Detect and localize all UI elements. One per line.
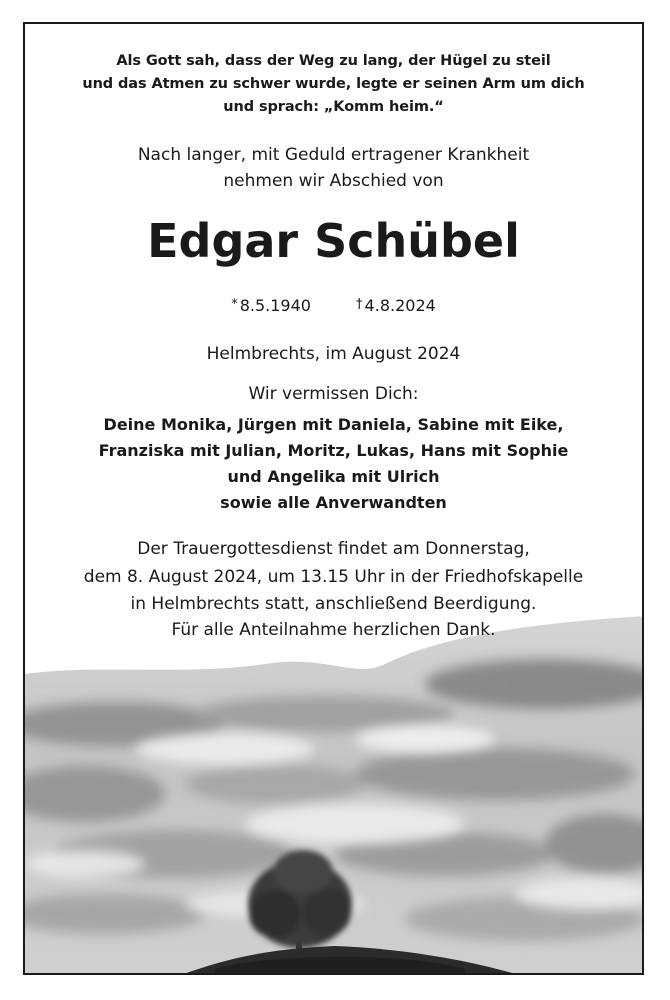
obituary-frame	[23, 22, 644, 975]
service-line: in Helmbrechts statt, anschließend Beerdigung.	[130, 594, 537, 614]
family-line: Franziska mit Julian, Moritz, Lukas, Hans mit Sophie	[98, 441, 569, 460]
service-block	[25, 536, 642, 619]
service-line: dem 8. August 2024, um 13.15 Uhr in der Friedhofskapelle	[83, 566, 584, 587]
family-block	[25, 412, 642, 516]
poem-line: und sprach: „Komm heim.“	[223, 99, 444, 115]
sky-area	[25, 604, 644, 975]
intro-line: nehmen wir Abschied von	[223, 171, 444, 191]
family-line: und Angelika mit Ulrich	[227, 467, 440, 486]
poem-line: Als Gott sah, dass der Weg zu lang, der Hügel zu steil	[116, 53, 551, 69]
death-cross-icon: †	[356, 297, 363, 312]
family-line: Deine Monika, Jürgen mit Daniela, Sabine mit Eike,	[103, 415, 564, 434]
intro-line: Nach langer, mit Geduld ertragener Krankheit	[137, 145, 530, 165]
birth-date: 8.5.1940	[239, 296, 311, 315]
deceased-name: Edgar Schübel	[147, 214, 520, 268]
service-line: Der Trauergottesdienst findet am Donnerstag,	[137, 539, 530, 559]
life-dates	[25, 294, 642, 317]
poem-line: und das Atmen zu schwer wurde, legte er seinen Arm um dich	[82, 76, 585, 92]
family-line: sowie alle Anverwandten	[220, 493, 447, 512]
thanks-line: Für alle Anteilnahme herzlichen Dank.	[171, 620, 496, 640]
poem-block	[25, 50, 642, 119]
place-date: Helmbrechts, im August 2024	[206, 344, 461, 364]
death-date: 4.8.2024	[364, 296, 436, 315]
birth-star-icon: *	[231, 297, 238, 312]
intro-block	[25, 142, 642, 194]
death-date-group	[356, 294, 436, 317]
birth-date-group	[231, 294, 311, 317]
miss-line: Wir vermissen Dich:	[248, 384, 419, 404]
